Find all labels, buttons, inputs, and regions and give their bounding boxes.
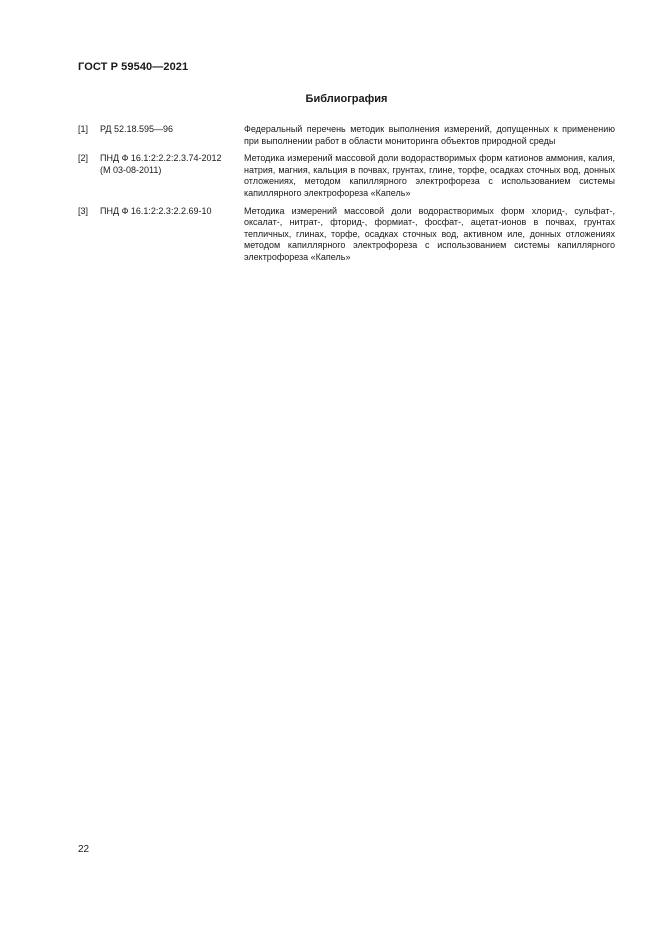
bibliography-title: Библиография <box>305 93 388 105</box>
entry-number: [2] <box>78 153 89 164</box>
entry-number: [1] <box>78 124 89 134</box>
entry-description: Методика измерений массовой доли водорастворимых форм катионов аммония, калия, натрия, магния, кальция в почвах, грунтах, глине, торфе, осадках сточных вод, донных отложениях, методом капиллярного электрофореза с использованием системы капиллярного электрофореза «Капель» <box>244 153 615 198</box>
entry-document-code: ПНД Ф 16.1:2:2.2:2.3.74-2012 (М 03-08-2011) <box>100 153 222 175</box>
bibliography-entry-1 <box>78 124 615 147</box>
entry-description: Федеральный перечень методик выполнения измерений, допущенных к применению при выполнении работ в области мониторинга объектов природной среды <box>244 124 615 146</box>
entry-description: Методика измерений массовой доли водорастворимых форм хлорид-, сульфат-, оксалат-, нитрат-, фторид-, формиат-, фосфат-, ацетат-ионов в почвах, грунтах тепличных, глинах, торфе, осадках сточных вод, активном иле, донных отложениях методом капиллярного электрофореза с использованием системы капиллярного электрофореза «Капель» <box>244 205 615 262</box>
bibliography-list <box>78 124 615 264</box>
page-header-standard-code: ГОСТ Р 59540—2021 <box>78 61 189 73</box>
entry-document-code: РД 52.18.595—96 <box>100 124 174 134</box>
bibliography-entry-2 <box>78 153 615 199</box>
page-number: 22 <box>78 844 90 855</box>
entry-document-code: ПНД Ф 16.1:2:2.3:2.2.69-10 <box>100 205 212 216</box>
bibliography-entry-3 <box>78 206 615 264</box>
entry-number: [3] <box>78 205 89 216</box>
